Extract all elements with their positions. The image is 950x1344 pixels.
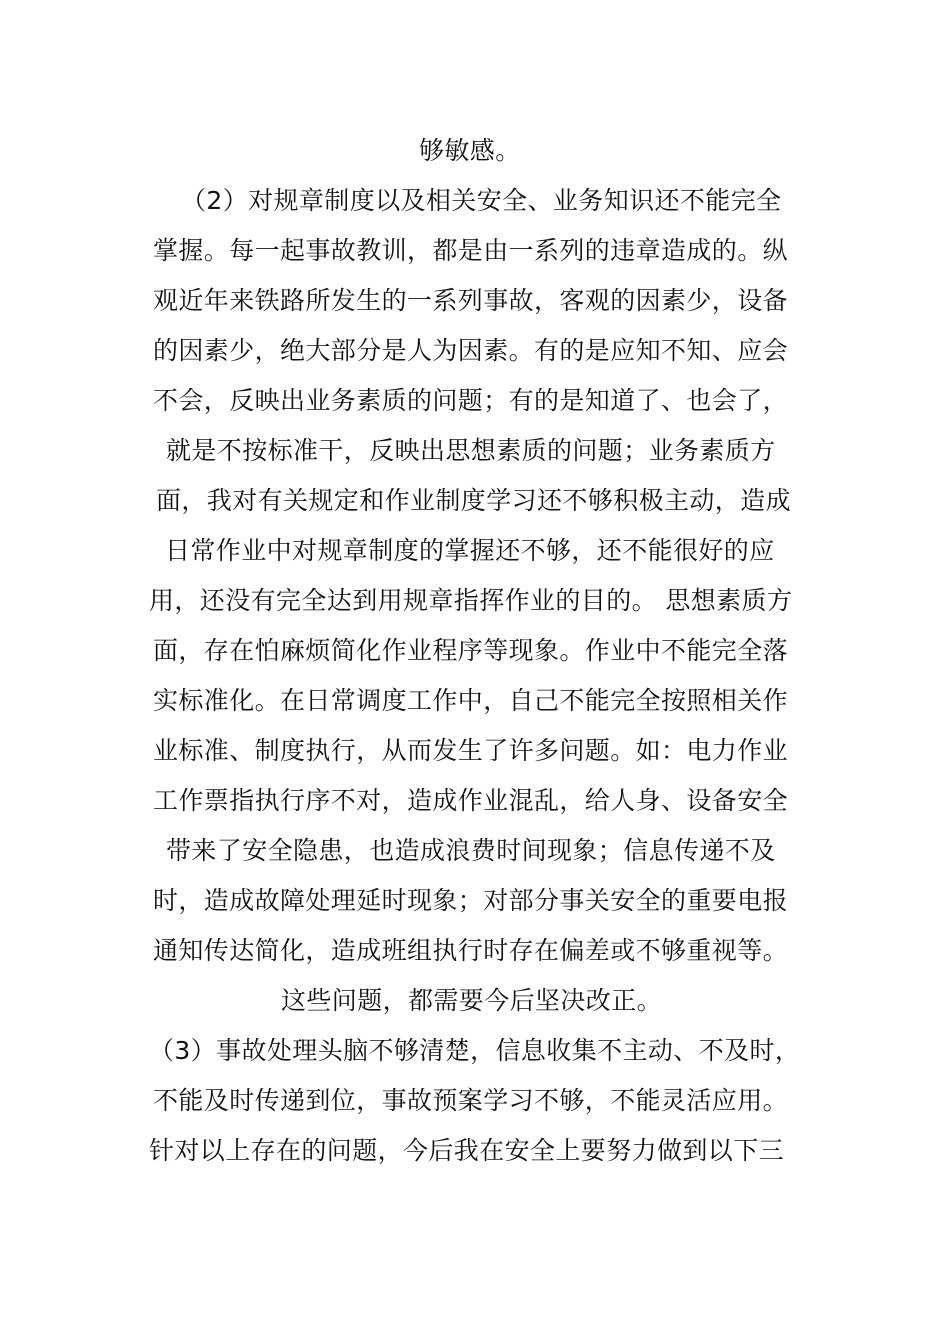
text-line-21: 针对以上存在的问题，今后我在安全上要努力做到以下三 [149, 1136, 785, 1165]
text-line-19: （3）事故处理头脑不够清楚，信息收集不主动、不及时， [149, 1036, 801, 1065]
text-line-1: 够敏感。 [419, 136, 521, 165]
text-line-16: 时，造成故障处理延时现象；对部分事关安全的重要电报 [153, 886, 789, 915]
text-line-14: 工作票指执行序不对，造成作业混乱，给人身、设备安全 [153, 786, 789, 815]
text-line-20: 不能及时传递到位，事故预案学习不够，不能灵活应用。 [153, 1086, 789, 1115]
text-line-12: 实标准化。在日常调度工作中，自己不能完全按照相关作 [153, 686, 789, 715]
text-line-17: 通知传达简化，造成班组执行时存在偏差或不够重视等。 [153, 936, 789, 965]
text-line-11: 面，存在怕麻烦简化作业程序等现象。作业中不能完全落 [153, 636, 789, 665]
text-line-4: 观近年来铁路所发生的一系列事故，客观的因素少，设备 [153, 286, 789, 315]
text-line-8: 面，我对有关规定和作业制度学习还不够积极主动，造成 [156, 486, 792, 515]
text-line-7: 就是不按标准干，反映出思想素质的问题；业务素质方 [166, 436, 776, 465]
text-line-3: 掌握。每一起事故教训，都是由一系列的违章造成的。纵 [153, 236, 789, 265]
text-line-9: 日常作业中对规章制度的掌握还不够，还不能很好的应 [165, 536, 775, 565]
text-line-6: 不会，反映出业务素质的问题；有的是知道了、也会了， [153, 386, 789, 415]
text-line-15: 带来了安全隐患，也造成浪费时间现象；信息传递不及 [166, 836, 776, 865]
text-line-2: （2）对规章制度以及相关安全、业务知识还不能完全 [181, 186, 782, 215]
text-line-5: 的因素少，绝大部分是人为因素。有的是应知不知、应会 [153, 336, 789, 365]
text-line-18: 这些问题，都需要今后坚决改正。 [281, 986, 663, 1015]
text-line-10: 用，还没有完全达到用规章指挥作业的目的。 思想素质方 [149, 586, 793, 615]
text-line-13: 业标准、制度执行，从而发生了许多问题。如：电力作业 [153, 736, 789, 765]
